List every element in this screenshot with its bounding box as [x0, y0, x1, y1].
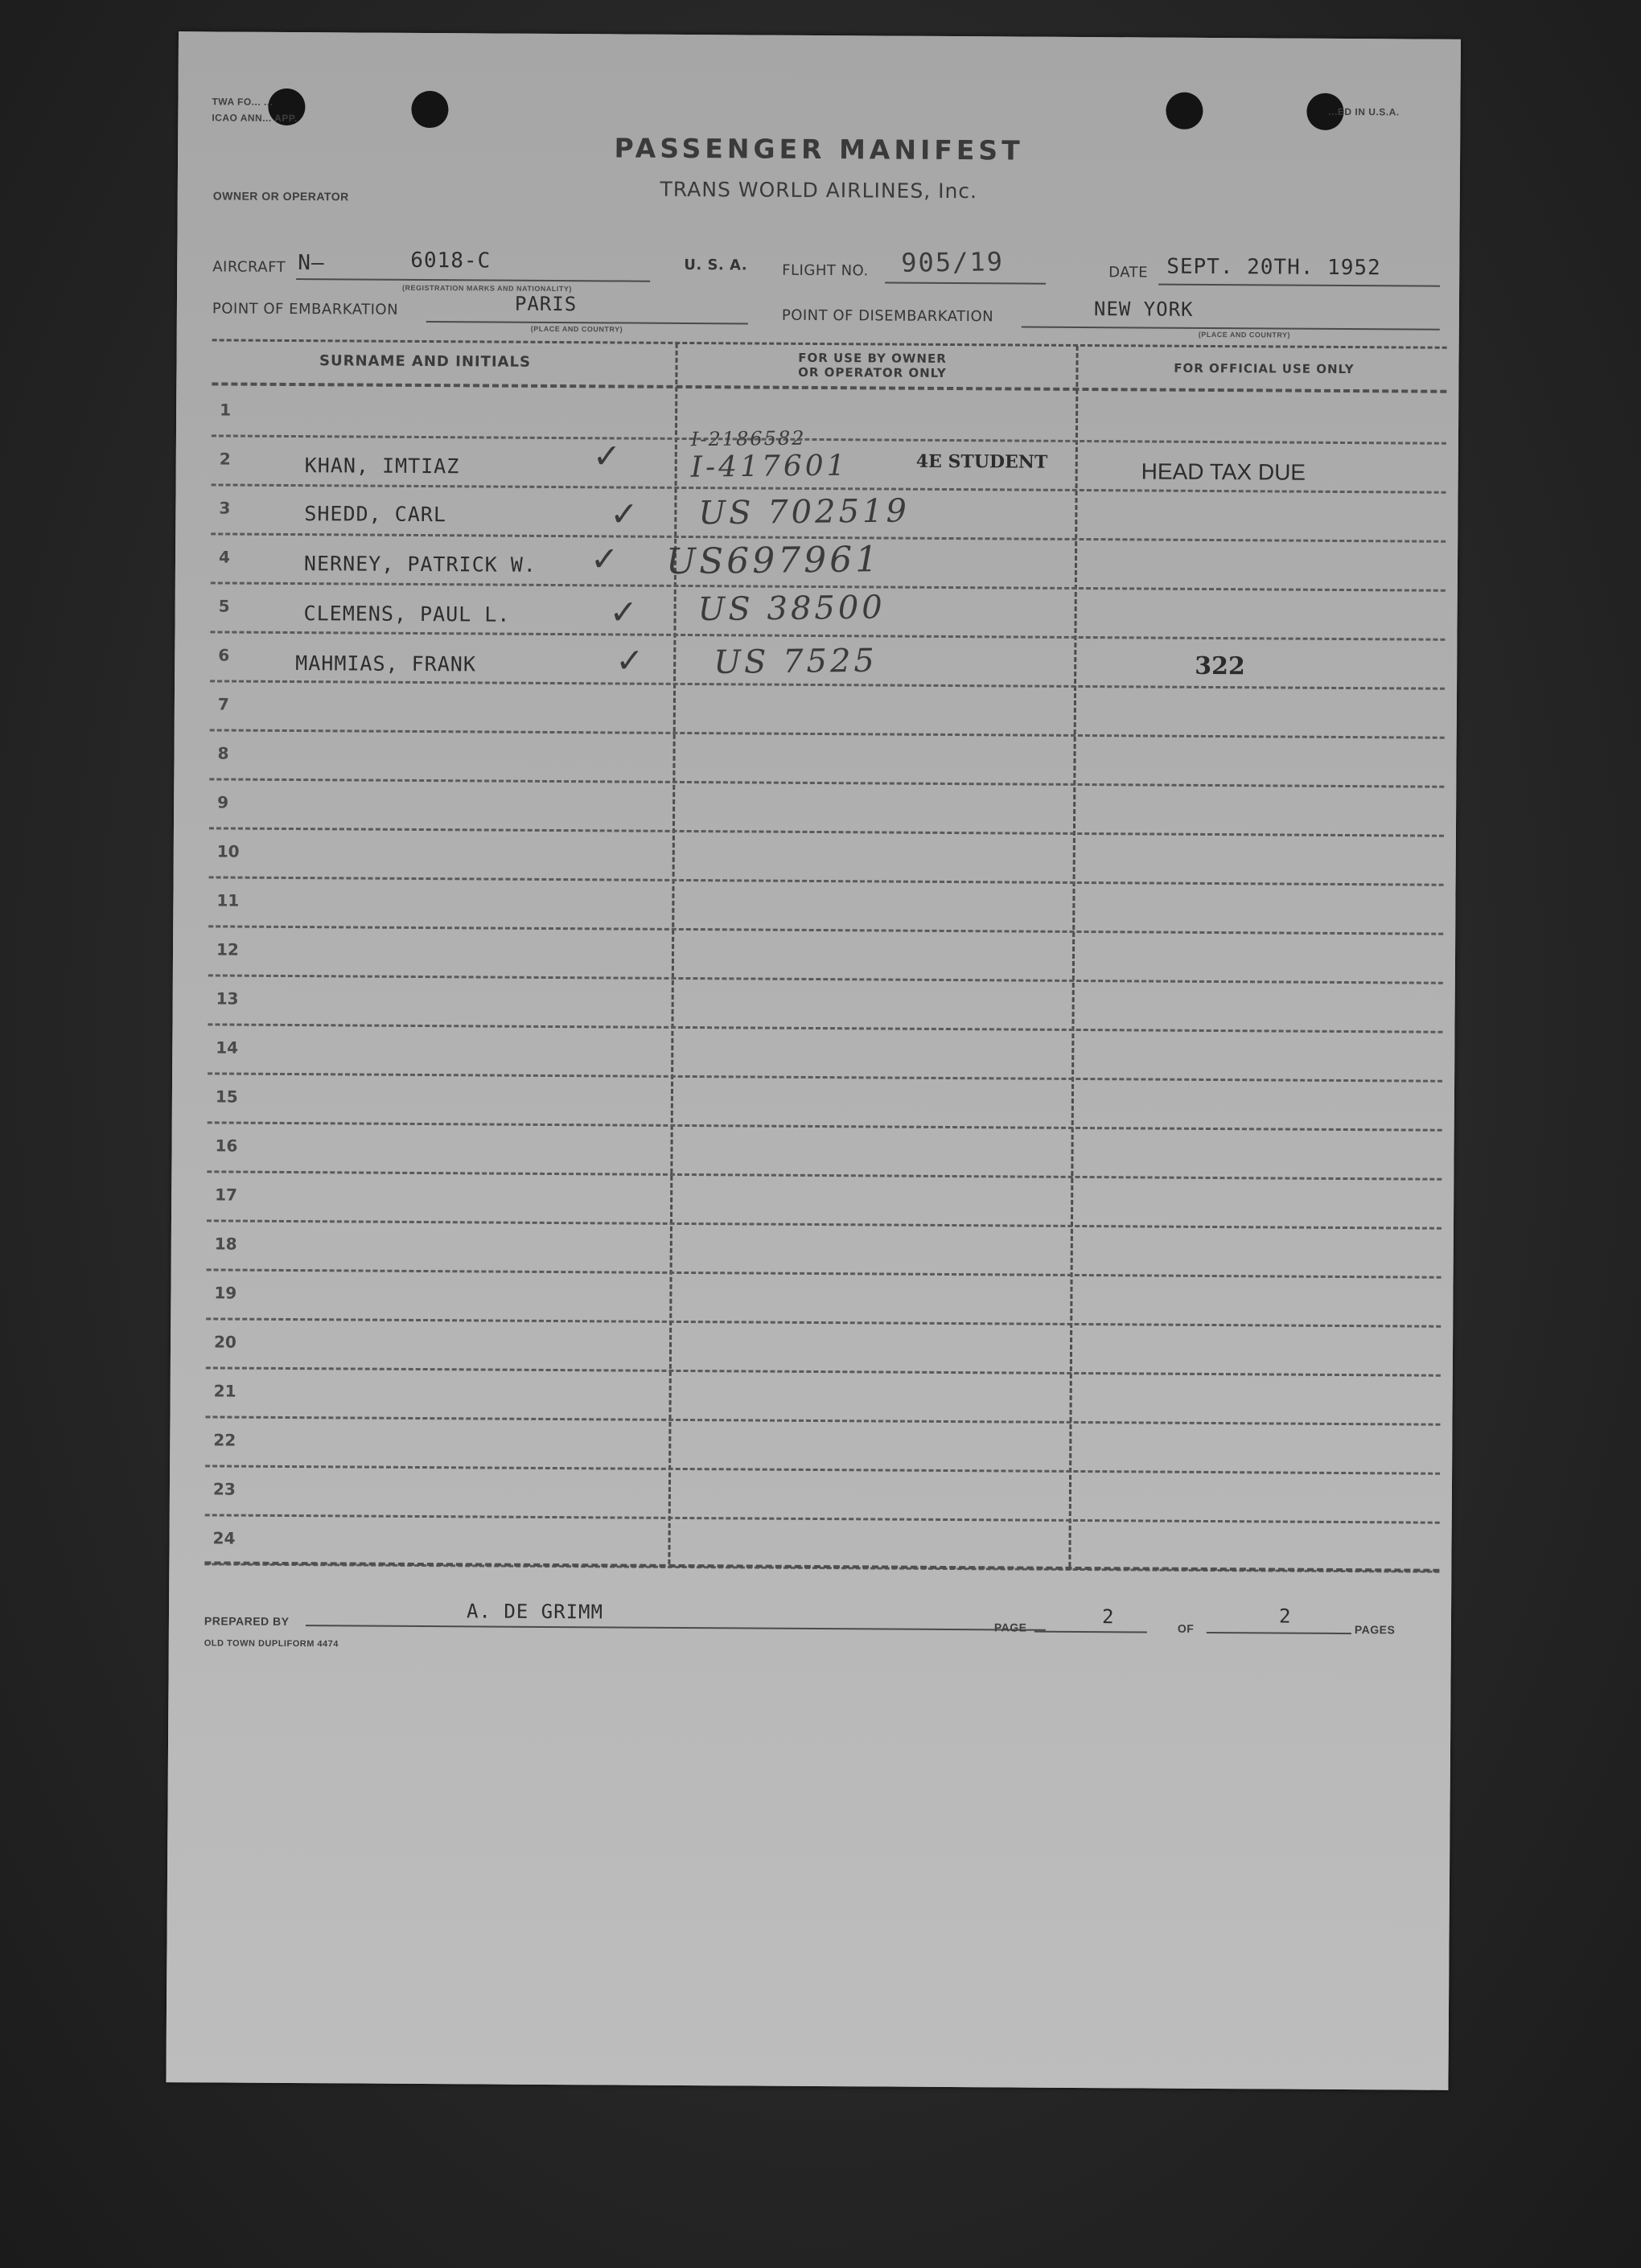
document-number-top-row-2: I-2186582	[690, 426, 806, 451]
row-number: 3	[219, 498, 231, 518]
embarkation-point: PARIS	[514, 292, 578, 316]
check-mark-row-3: ✓	[610, 494, 639, 534]
page-title: PASSENGER MANIFEST	[614, 132, 1024, 166]
flight-number-label: FLIGHT NO.	[782, 261, 869, 280]
official-note-row-2: HEAD TAX DUE	[1141, 458, 1306, 485]
column-header-owner-use-2: OR OPERATOR ONLY	[798, 364, 947, 380]
punch-hole-2	[411, 91, 448, 128]
check-mark-row-5: ✓	[609, 592, 638, 632]
registration-note: (REGISTRATION MARKS AND NATIONALITY)	[402, 283, 572, 294]
disembarkation-note: (PLACE AND COUNTRY)	[1198, 330, 1291, 339]
row-number: 10	[216, 841, 240, 861]
document-number-row-5: US 38500	[697, 589, 886, 629]
country-label: U. S. A.	[684, 256, 748, 274]
row-number: 18	[214, 1234, 237, 1254]
page-number: 2	[1101, 1605, 1115, 1629]
embarkation-note: (PLACE AND COUNTRY)	[530, 324, 623, 334]
check-mark-row-2: ✓	[592, 436, 622, 476]
flight-number: 905/19	[901, 246, 1005, 278]
disembarkation-underline	[1022, 327, 1440, 331]
row-number: 23	[212, 1479, 236, 1499]
visa-class-note-row-2: 4E STUDENT	[915, 450, 1048, 473]
pages-underline	[1207, 1632, 1351, 1634]
prepared-by-underline	[306, 1625, 1046, 1631]
row-number: 9	[217, 792, 229, 812]
row-number: 7	[217, 694, 229, 714]
row-number: 2	[219, 449, 231, 469]
date-label: DATE	[1108, 264, 1149, 281]
official-note-row-6: 322	[1195, 651, 1245, 681]
column-header-surname: SURNAME AND INITIALS	[319, 352, 532, 371]
manifest-sheet	[166, 31, 1461, 2090]
document-number-row-6: US 7525	[713, 642, 878, 681]
row-number: 15	[215, 1087, 238, 1107]
row-number: 5	[218, 596, 230, 616]
of-label: OF	[1177, 1621, 1195, 1635]
disembarkation-point: NEW YORK	[1093, 298, 1194, 321]
flight-underline	[885, 282, 1046, 285]
passenger-name-row-4: NERNEY, PATRICK W.	[303, 552, 537, 577]
form-id: TWA FO... ...	[212, 96, 274, 108]
table-top-rule	[212, 339, 1447, 348]
passenger-name-row-3: SHEDD, CARL	[304, 502, 447, 527]
prepared-by-label: PREPARED BY	[204, 1614, 290, 1629]
row-number: 4	[218, 547, 231, 567]
aircraft-prefix: N—	[298, 251, 325, 276]
passenger-name-row-2: KHAN, IMTIAZ	[304, 454, 460, 479]
printer-imprint: OLD TOWN DUPLIFORM 4474	[204, 1638, 339, 1650]
column-header-owner-use-1: FOR USE BY OWNER	[798, 350, 947, 366]
row-number: 22	[213, 1430, 236, 1450]
passenger-name-row-5: CLEMENS, PAUL L.	[303, 602, 511, 627]
document-number-row-2: I-417601	[690, 449, 849, 484]
row-number: 1	[220, 400, 232, 420]
flight-date: SEPT. 20TH. 1952	[1166, 254, 1381, 281]
printed-in-usa: ...ED IN U.S.A.	[1328, 105, 1400, 118]
row-number: 19	[214, 1283, 237, 1303]
row-number: 11	[216, 890, 240, 910]
owner-label: OWNER OR OPERATOR	[212, 189, 349, 203]
page-label: PAGE	[993, 1621, 1027, 1634]
row-number: 20	[213, 1332, 236, 1352]
row-number: 17	[215, 1185, 238, 1205]
disembarkation-label: POINT OF DISEMBARKATION	[781, 306, 994, 326]
document-number-row-4: US697961	[665, 539, 882, 583]
embarkation-underline	[426, 321, 748, 324]
row-number: 8	[217, 743, 229, 763]
date-underline	[1158, 284, 1440, 287]
total-pages: 2	[1278, 1604, 1292, 1628]
row-number: 12	[216, 939, 239, 959]
embarkation-label: POINT OF EMBARKATION	[212, 300, 399, 318]
passenger-name-row-6: MAHMIAS, FRANK	[295, 651, 477, 676]
aircraft-underline	[296, 278, 650, 282]
check-mark-row-6: ✓	[615, 640, 644, 680]
aircraft-registration: 6018-C	[410, 248, 491, 273]
row-number: 21	[213, 1381, 236, 1401]
prepared-by-name: A. DE GRIMM	[466, 1600, 604, 1624]
column-header-official: FOR OFFICIAL USE ONLY	[1174, 360, 1355, 377]
document-number-row-3: US 702519	[698, 492, 911, 532]
row-number: 16	[215, 1136, 238, 1156]
check-mark-row-4: ✓	[590, 539, 619, 579]
aircraft-label: AIRCRAFT	[212, 258, 286, 276]
punch-hole-3	[1166, 92, 1203, 129]
airline-name: TRANS WORLD AIRLINES, Inc.	[660, 177, 978, 203]
row-number: 13	[216, 988, 239, 1009]
pages-label: PAGES	[1354, 1623, 1396, 1637]
row-number: 14	[216, 1037, 239, 1058]
page-underline	[1034, 1631, 1147, 1633]
icao-annex: ICAO ANN... APP.	[212, 112, 298, 125]
row-number: 6	[218, 645, 230, 665]
row-number: 24	[212, 1528, 236, 1548]
